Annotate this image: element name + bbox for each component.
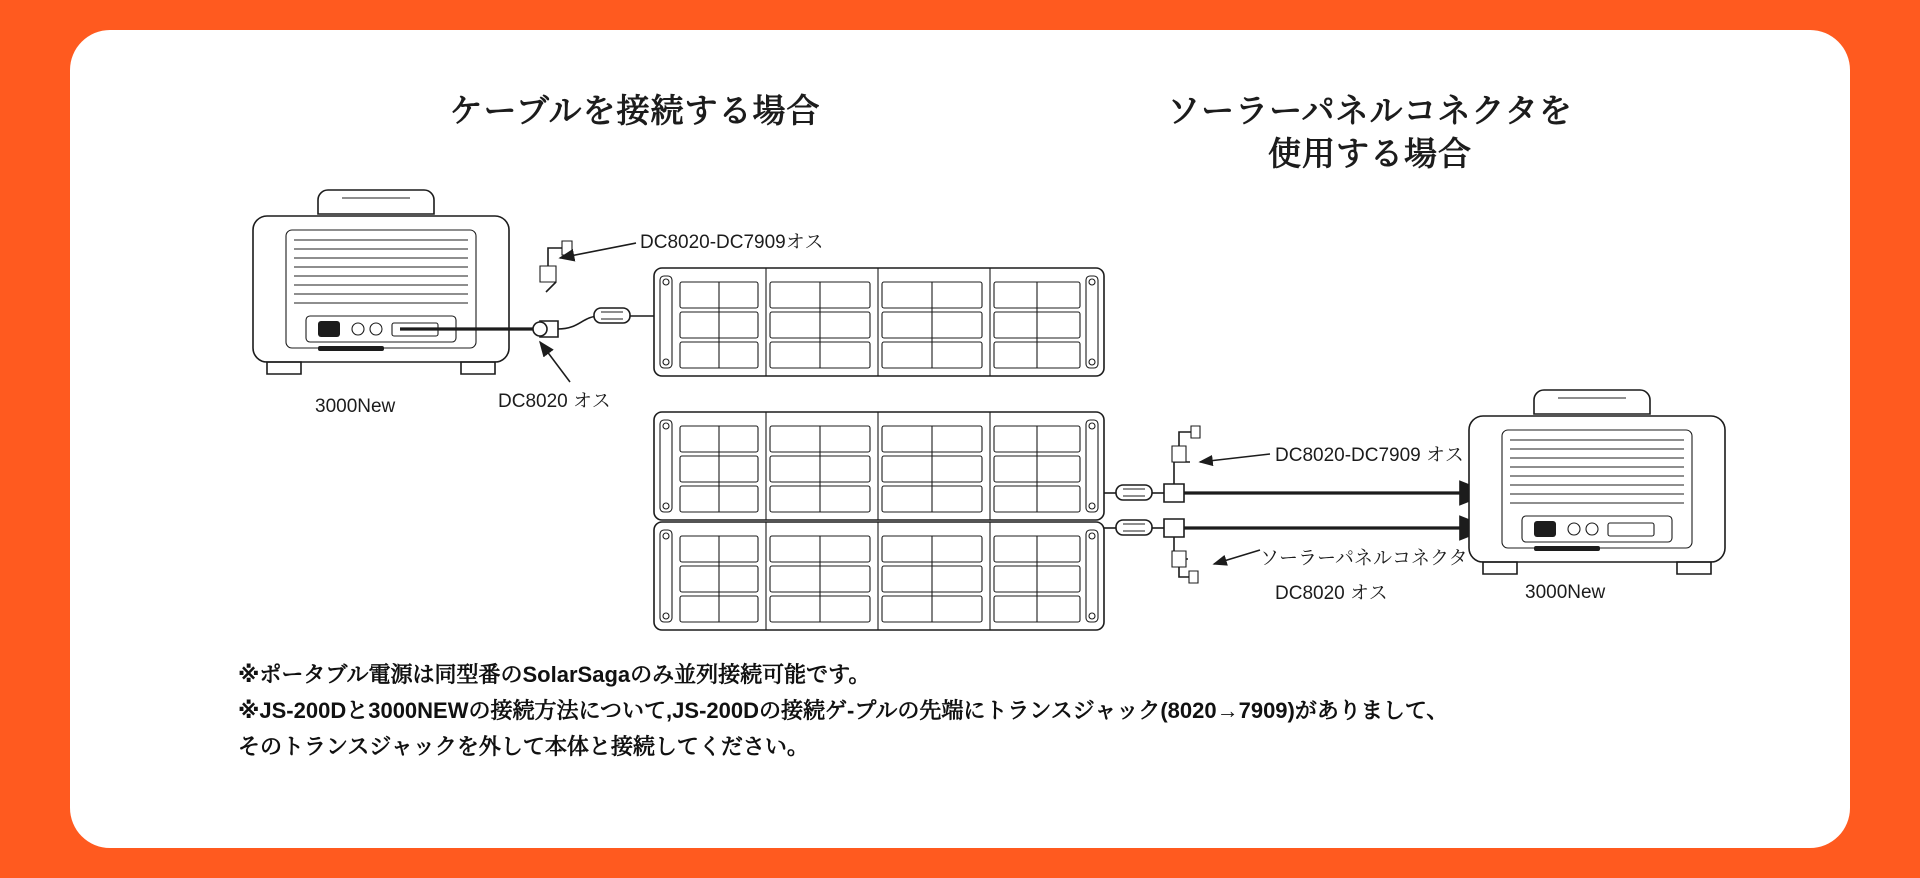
label-right-station: 3000New [1525,582,1606,603]
solar-panel-middle [654,412,1104,520]
connector-dc8020-dc7909-left [540,241,572,292]
label-left-connector-top: DC8020-DC7909オス [640,232,824,253]
leader-left-bottom [540,342,570,382]
label-left-station: 3000New [315,396,396,417]
diagram-card [70,30,1850,848]
solar-panel-top [654,268,1104,376]
leader-right-panel [1214,550,1260,564]
label-right-connector-bottom: DC8020 オス [1275,583,1388,604]
footnotes [238,658,1758,766]
solar-panel-bottom [654,522,1104,630]
label-right-connector-panel: ソーラーパネルコネクタ [1260,548,1468,569]
footnote-3: そのトランスジャックを外して本体と接続してください。 [238,734,809,760]
power-station-left [253,190,509,374]
heading-right [1110,90,1630,176]
diagram-stage [70,30,1850,848]
label-right-connector-top: DC8020-DC7909 オス [1275,445,1464,466]
label-left-connector-bottom: DC8020 オス [498,391,611,412]
footnote-1: ※ポータブル電源は同型番のSolarSagaのみ並列接続可能です。 [238,662,871,687]
footnote-2: ※JS-200Dと3000NEWの接続方法について,JS-200Dの接続ゲ-プルの先端にトランスジャック(8020→7909)がありまして、 [238,698,1449,724]
heading-left: ケーブルを接続する場合 [449,92,821,129]
power-station-right [1469,390,1725,574]
heading-right-text: ソーラーパネルコネクタを 使用する場合 [1167,92,1573,172]
leader-right-top [1200,454,1270,462]
